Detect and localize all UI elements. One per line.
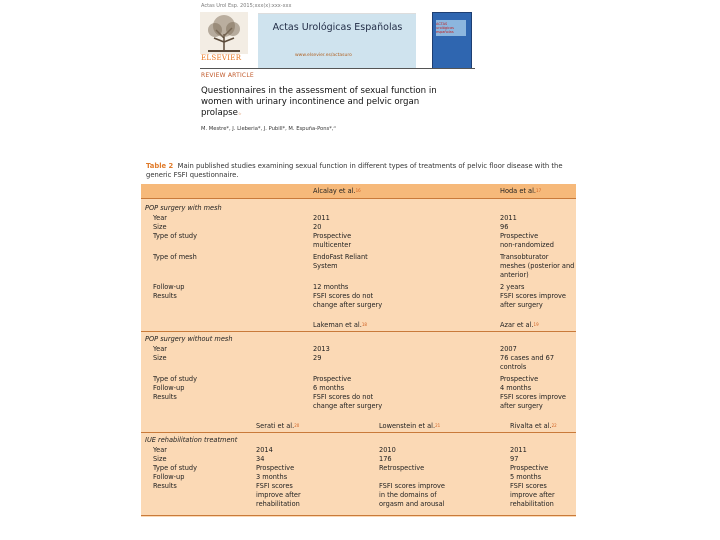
row-label: Type of mesh	[153, 253, 197, 261]
row-label: Type of study	[153, 464, 197, 472]
cell: FSFI scores improve	[500, 292, 566, 300]
article-title	[201, 86, 461, 119]
cell: 2013	[313, 345, 330, 353]
journal-title: Actas Urológicas Españolas	[272, 22, 403, 33]
section-pop-without-mesh: POP surgery without mesh	[145, 335, 233, 343]
cell: 20	[313, 223, 322, 231]
col-header-alcalay: Alcalay et al.$^{16}$	[313, 187, 361, 195]
cell: 34	[256, 455, 265, 463]
cell: FSFI scores	[510, 482, 547, 490]
cell: 29	[313, 354, 322, 362]
row-label: Year	[153, 446, 167, 454]
cell: in the domains of	[379, 491, 437, 499]
cell: improve after	[256, 491, 301, 499]
cell: FSFI scores improve	[500, 393, 566, 401]
cell: Prospective	[313, 375, 352, 383]
cell: Transobturator	[500, 253, 549, 261]
studies-table	[141, 184, 576, 517]
cell: 2 years	[500, 283, 525, 291]
cell: EndoFast Reliant	[313, 253, 368, 261]
row-label: Type of study	[153, 375, 197, 383]
header-rule	[200, 68, 475, 69]
publisher-name: ELSEVIER	[201, 54, 242, 62]
cell: 2014	[256, 446, 273, 454]
cell: 2007	[500, 345, 517, 353]
col-header-serati: Serati et al.$^{20}$	[256, 422, 300, 430]
citation-line: Actas Urol Esp. 2015;xxx(x):xxx-xxx	[201, 3, 292, 9]
cell: Prospective	[510, 464, 549, 472]
row-label: Results	[153, 482, 177, 490]
cell: 96	[500, 223, 509, 231]
row-label: Year	[153, 345, 167, 353]
col-header-lowenstein: Lowenstein et al.$^{21}$	[379, 422, 441, 430]
row-label: Follow-up	[153, 283, 185, 291]
cell: rehabilitation	[256, 500, 300, 508]
cell: 2011	[313, 214, 330, 222]
table-caption	[146, 162, 576, 180]
cover-title: ACTAS urológicas españolas	[436, 22, 454, 34]
cell: 2010	[379, 446, 396, 454]
row-label: Year	[153, 214, 167, 222]
authors: M. Mestre*, J. Lleberia*, J. Pubill*, M. Espuña-Pons*,ᵈ	[201, 126, 336, 132]
cell: improve after	[510, 491, 555, 499]
cell: after surgery	[500, 301, 543, 309]
cell: 2011	[500, 214, 517, 222]
cell: FSFI scores	[256, 482, 293, 490]
journal-url[interactable]: www.elsevier.es/actasuro	[295, 53, 352, 58]
cell: 6 months	[313, 384, 345, 392]
cell: 2011	[510, 446, 527, 454]
col-header-hoda: Hoda et al.$^{17}$	[500, 187, 542, 195]
section-pop-with-mesh: POP surgery with mesh	[145, 204, 222, 212]
row-label: Type of study	[153, 232, 197, 240]
cell: multicenter	[313, 241, 352, 249]
cell: 76 cases and 67	[500, 354, 555, 362]
cell: 12 months	[313, 283, 349, 291]
title-footnote-mark: ☆	[237, 111, 242, 116]
cell: change after surgery	[313, 402, 383, 410]
cell: FSFI scores do not	[313, 393, 374, 401]
cell: rehabilitation	[510, 500, 554, 508]
section-divider	[141, 331, 576, 332]
cell: 3 months	[256, 473, 288, 481]
cell: FSFI scores improve	[379, 482, 445, 490]
row-label: Size	[153, 354, 167, 362]
section-divider	[141, 432, 576, 433]
cell: 5 months	[510, 473, 542, 481]
row-label: Follow-up	[153, 384, 185, 392]
cell: FSFI scores do not	[313, 292, 374, 300]
row-label: Results	[153, 292, 177, 300]
caption-line-1: Main published studies examining sexual function in different types of treatments of pelvic floor disease with the	[177, 162, 563, 170]
title-line-1: Questionnaires in the assessment of sexual function in	[201, 86, 437, 96]
col-header-lakeman: Lakeman et al.$^{18}$	[313, 321, 367, 329]
cell: Retrospective	[379, 464, 425, 472]
cell: 4 months	[500, 384, 532, 392]
cell: anterior)	[500, 271, 529, 279]
article-type: REVIEW ARTICLE	[201, 72, 254, 79]
col-header-azar: Azar et al.$^{19}$	[500, 321, 539, 329]
cell: 176	[379, 455, 392, 463]
cell: controls	[500, 363, 527, 371]
cell: orgasm and arousal	[379, 500, 445, 508]
cell: Prospective	[256, 464, 295, 472]
cell: Prospective	[313, 232, 352, 240]
cell: 97	[510, 455, 519, 463]
cell: System	[313, 262, 338, 270]
header-divider	[141, 198, 576, 199]
row-label: Size	[153, 223, 167, 231]
row-label: Follow-up	[153, 473, 185, 481]
section-iue-rehabilitation: IUE rehabilitation treatment	[145, 436, 238, 444]
caption-line-2: generic FSFI questionnaire.	[146, 171, 239, 179]
title-line-3	[201, 108, 461, 119]
table-label: Table 2	[146, 162, 174, 170]
row-label: Size	[153, 455, 167, 463]
cell: Prospective	[500, 375, 539, 383]
table-bottom-rule	[141, 515, 576, 516]
cell: change after surgery	[313, 301, 383, 309]
elsevier-tree-logo	[200, 12, 248, 54]
title-line-3-text: prolapse	[201, 108, 238, 118]
cell: meshes (posterior and	[500, 262, 575, 270]
cell: Prospective	[500, 232, 539, 240]
cell: after surgery	[500, 402, 543, 410]
title-line-2: women with urinary incontinence and pelvic organ	[201, 97, 420, 107]
col-header-rivalta: Rivalta et al.$^{22}$	[510, 422, 557, 430]
row-label: Results	[153, 393, 177, 401]
cell: non-randomized	[500, 241, 554, 249]
